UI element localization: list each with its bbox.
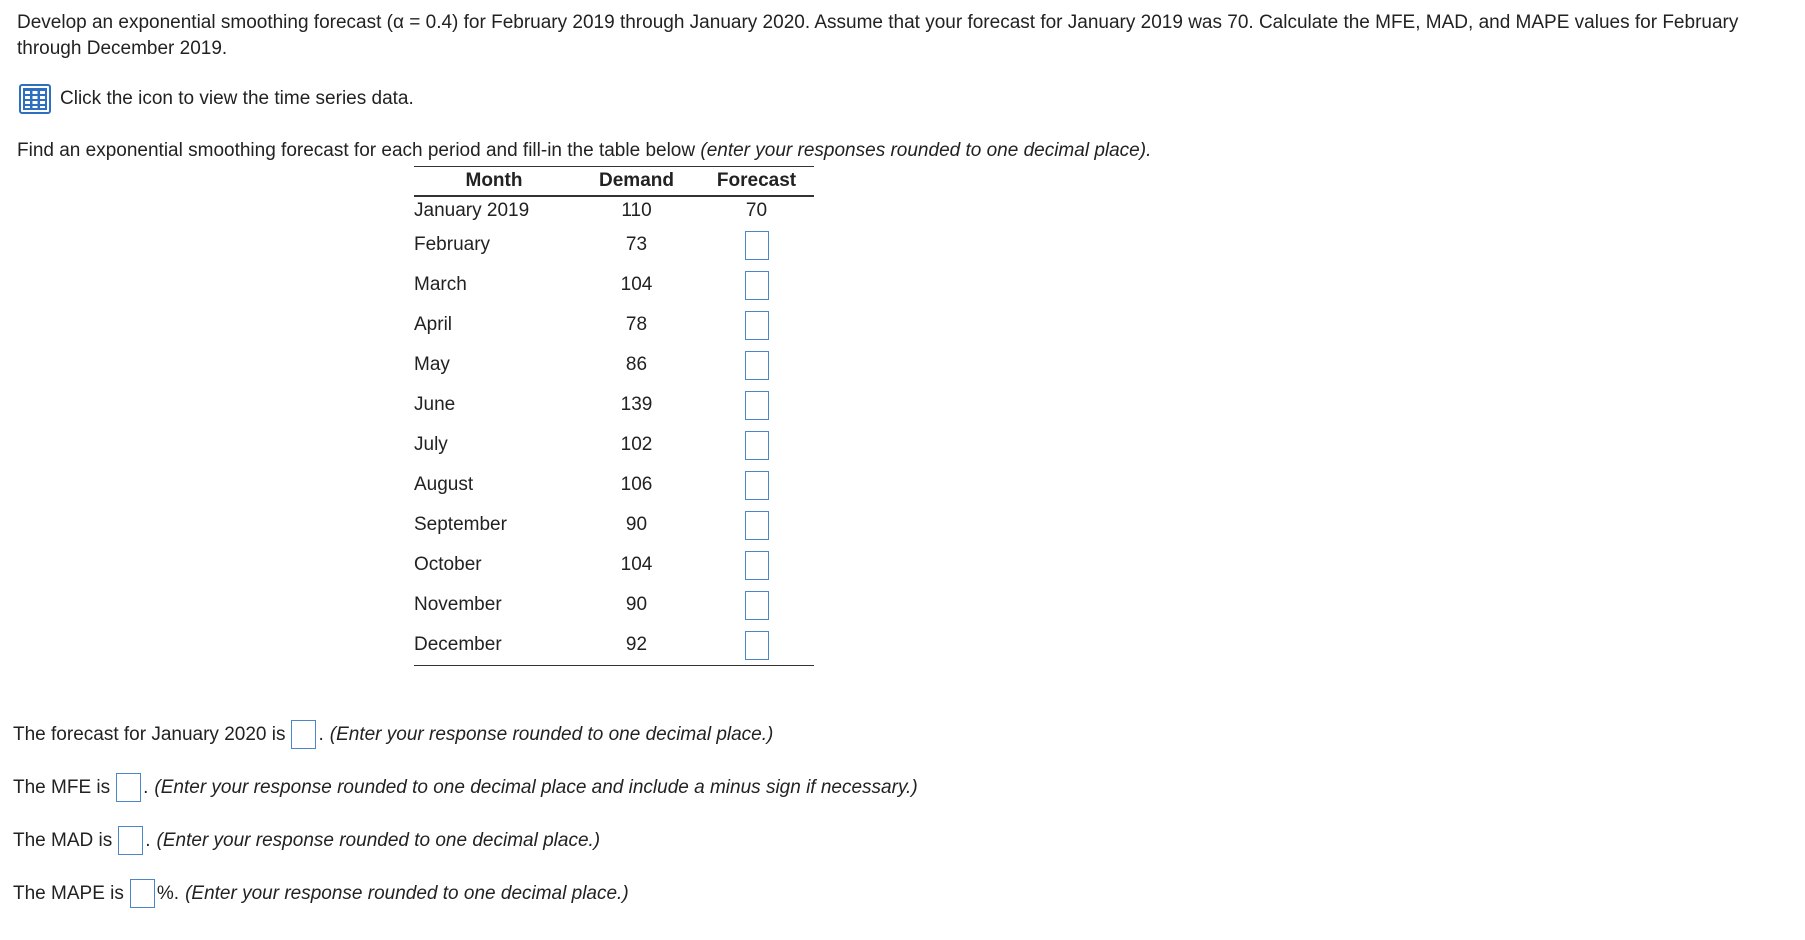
cell-month: December — [414, 625, 574, 666]
table-row — [414, 196, 814, 225]
cell-demand: 90 — [625, 514, 648, 535]
table-row — [414, 345, 814, 385]
forecast-table — [414, 166, 814, 666]
answer-mad-suffix: . — [145, 829, 151, 851]
answer-mad-input[interactable] — [118, 826, 143, 855]
answer-mfe-suffix: . — [143, 776, 149, 798]
cell-demand: 102 — [620, 434, 653, 455]
cell-month: July — [414, 434, 448, 455]
forecast-input-box[interactable] — [745, 431, 769, 460]
cell-forecast-input — [699, 265, 814, 305]
forecast-table-container — [414, 166, 814, 666]
table-grid-icon[interactable] — [19, 84, 51, 114]
header-forecast: Forecast — [699, 167, 814, 197]
answer-mfe-hint: (Enter your response rounded to one decimal place and include a minus sign if necessary.) — [154, 776, 918, 798]
forecast-input-box[interactable] — [745, 591, 769, 620]
forecast-input-box[interactable] — [745, 391, 769, 420]
cell-month: April — [414, 314, 453, 335]
forecast-input-box[interactable] — [745, 271, 769, 300]
instruction-italic: (enter your responses rounded to one decimal place). — [700, 140, 1152, 161]
cell-month: November — [414, 594, 502, 615]
problem-line-1: Develop an exponential smoothing forecast (α = 0.4) for February 2019 through January 2020. Assume that your forecast for January 2019 was 70. Calculate the MFE, MAD, and MAPE values for February — [17, 12, 1739, 33]
answer-mape-row — [13, 879, 629, 908]
table-row — [414, 265, 814, 305]
table-row — [414, 425, 814, 465]
cell-month: May — [414, 354, 450, 375]
cell-forecast-input — [699, 545, 814, 585]
cell-forecast-input — [699, 505, 814, 545]
cell-forecast-input — [699, 305, 814, 345]
cell-demand: 78 — [625, 314, 648, 335]
cell-demand: 73 — [625, 234, 648, 255]
cell-forecast-input — [699, 345, 814, 385]
answer-mape-label: The MAPE is — [13, 882, 124, 904]
forecast-input-box[interactable] — [745, 631, 769, 660]
table-row — [414, 385, 814, 425]
cell-forecast: 70 — [745, 200, 768, 221]
problem-line-2: through December 2019. — [17, 38, 228, 59]
header-month: Month — [414, 167, 574, 197]
cell-demand: 104 — [620, 554, 653, 575]
cell-forecast-input — [699, 625, 814, 666]
cell-month: October — [414, 554, 482, 575]
cell-forecast-input — [699, 385, 814, 425]
answer-mape-hint: (Enter your response rounded to one decimal place.) — [185, 882, 629, 904]
cell-forecast-input — [699, 585, 814, 625]
answer-mape-suffix: %. — [156, 882, 180, 904]
table-row — [414, 505, 814, 545]
cell-demand: 139 — [620, 394, 653, 415]
cell-demand: 104 — [620, 274, 653, 295]
cell-month: June — [414, 394, 456, 415]
answer-mape-input[interactable] — [130, 879, 155, 908]
cell-forecast-input — [699, 465, 814, 505]
cell-demand: 90 — [625, 594, 648, 615]
instruction-main: Find an exponential smoothing forecast for each period and fill-in the table below — [17, 140, 701, 161]
answer-jan2020-suffix: . — [318, 723, 324, 745]
cell-demand: 110 — [621, 200, 652, 221]
problem-statement — [17, 10, 1792, 62]
cell-month: March — [414, 274, 467, 295]
answer-mfe-input[interactable] — [116, 773, 141, 802]
table-header-row — [414, 167, 814, 197]
forecast-input-box[interactable] — [745, 231, 769, 260]
answer-jan2020-input[interactable] — [291, 720, 316, 749]
cell-forecast-input — [699, 425, 814, 465]
time-series-data-link[interactable] — [19, 84, 414, 114]
answer-mad-label: The MAD is — [13, 829, 113, 851]
table-row — [414, 305, 814, 345]
answer-mfe-label: The MFE is — [13, 776, 111, 798]
cell-month: January 2019 — [414, 200, 530, 221]
data-link-text[interactable]: Click the icon to view the time series data. — [60, 88, 414, 109]
cell-demand: 106 — [620, 474, 653, 495]
answer-jan2020-label: The forecast for January 2020 is — [13, 723, 286, 745]
cell-month: September — [414, 514, 507, 535]
answer-jan2020-hint: (Enter your response rounded to one decimal place.) — [329, 723, 774, 745]
table-row — [414, 465, 814, 505]
table-row — [414, 225, 814, 265]
answer-mfe-row — [13, 773, 918, 802]
header-demand: Demand — [574, 167, 699, 197]
cell-month: February — [414, 234, 491, 255]
table-row — [414, 625, 814, 666]
cell-demand: 92 — [574, 625, 699, 666]
answer-mad-hint: (Enter your response rounded to one decimal place.) — [156, 829, 601, 851]
table-row — [414, 585, 814, 625]
answer-mad-row — [13, 826, 600, 855]
table-instruction — [17, 140, 1151, 162]
forecast-input-box[interactable] — [745, 551, 769, 580]
table-row — [414, 545, 814, 585]
cell-forecast-input — [699, 225, 814, 265]
forecast-input-box[interactable] — [745, 471, 769, 500]
table-body — [414, 196, 814, 666]
cell-demand: 86 — [625, 354, 648, 375]
answer-jan2020-row — [13, 720, 773, 749]
forecast-input-box[interactable] — [745, 351, 769, 380]
cell-month: August — [414, 474, 474, 495]
forecast-input-box[interactable] — [745, 511, 769, 540]
forecast-input-box[interactable] — [745, 311, 769, 340]
question-page — [17, 10, 1792, 161]
